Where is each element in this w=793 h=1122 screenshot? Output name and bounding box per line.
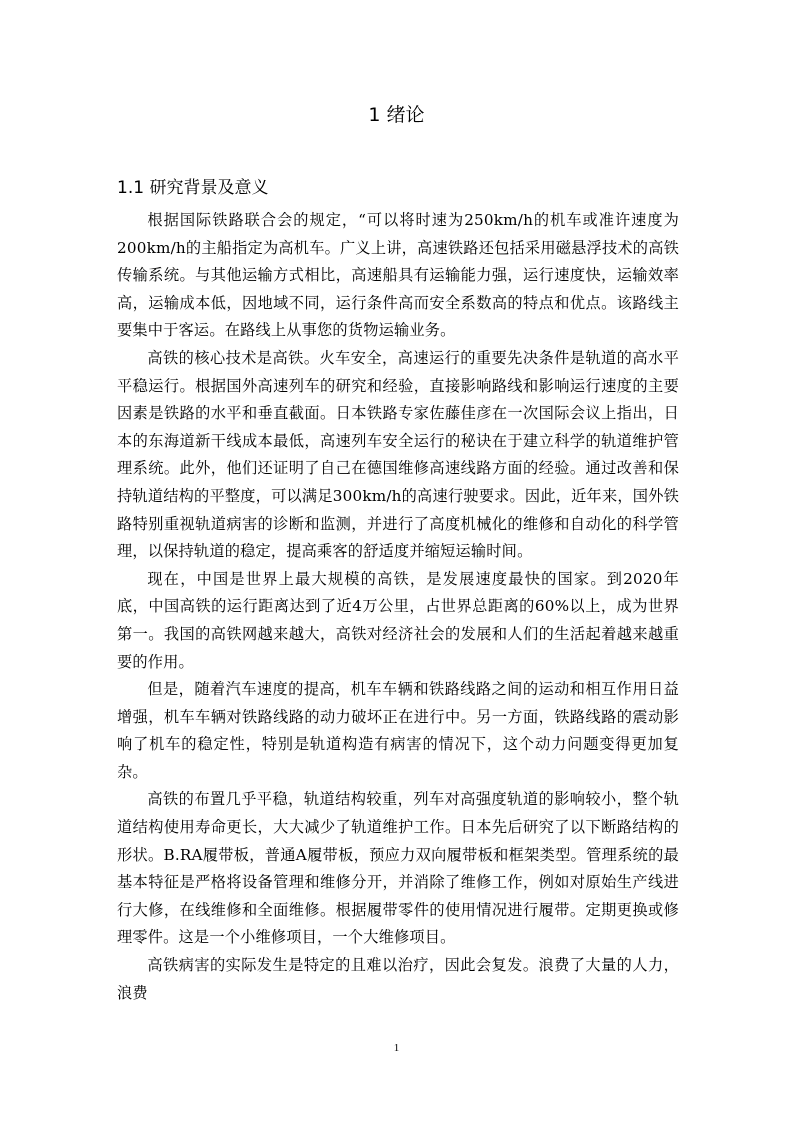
paragraph: 现在，中国是世界上最大规模的高铁，是发展速度最快的国家。到2020年底，中国高铁的运行距离达到了近4万公里，占世界总距离的60%以上，成为世界第一。我国的高铁网越来越大，高铁对经济社会的发展和人们的生活起着越来越重要的作用。 [117, 569, 679, 671]
paragraph: 但是，随着汽车速度的提高，机车车辆和铁路线路之间的运动和相互作用日益增强，机车车辆对铁路线路的动力破坏正在进行中。另一方面，铁路线路的震动影响了机车的稳定性，特别是轨道构造有病害的情况下，这个动力问题变得更加复杂。 [117, 680, 679, 781]
paragraph: 高铁的布置几乎平稳，轨道结构较重，列车对高强度轨道的影响较小，整个轨道结构使用寿命更长，大大减少了轨道维护工作。日本先后研究了以下断路结构的形状。B.RA履带板，普通A履带板，预应力双向履带板和框架类型。管理系统的最基本特征是严格将设备管理和维修分开，并消除了维修工作，例如对原始生产线进行大修，在线维修和全面维修。根据履带零件的使用情况进行履带。定期更换或修理零件。这是一个小维修项目，一个大维修项目。 [117, 790, 679, 947]
paragraph: 高铁的核心技术是高铁。火车安全，高速运行的重要先决条件是轨道的高水平平稳运行。根据国外高速列车的研究和经验，直接影响路线和影响运行速度的主要因素是铁路的水平和垂直截面。日本铁路专家佐藤佳彦在一次国际会议上指出，日本的东海道新干线成本最低，高速列车安全运行的秘诀在于建立科学的轨道维护管理系统。此外，他们还证明了自己在德国维修高速线路方面的经验。通过改善和保持轨道结构的平整度，可以满足300km/h的高速行驶要求。因此，近年来，国外铁路特别重视轨道病害的诊断和监测，并进行了高度机械化的维修和自动化的科学管理，以保持轨道的稳定，提高乘客的舒适度并缩短运输时间。 [117, 348, 679, 561]
paragraph: 高铁病害的实际发生是特定的且难以治疗，因此会复发。浪费了大量的人力，浪费 [117, 956, 679, 1002]
page-number: 1 [393, 1042, 400, 1054]
paragraph: 根据国际铁路联合会的规定，“可以将时速为250km/h的机车或准许速度为200km/h的主船指定为高机车。广义上讲，高速铁路还包括采用磁悬浮技术的高铁传输系统。与其他运输方式相比，高速船具有运输能力强，运行速度快，运输效率高，运输成本低，因地域不同，运行条件高而安全系数高的特点和优点。该路线主要集中于客运。在路线上从事您的货物运输业务。 [117, 211, 679, 340]
chapter-title: 1 绪论 [368, 104, 425, 126]
section-title: 1.1 研究背景及意义 [117, 178, 269, 198]
body-text [117, 207, 679, 1007]
